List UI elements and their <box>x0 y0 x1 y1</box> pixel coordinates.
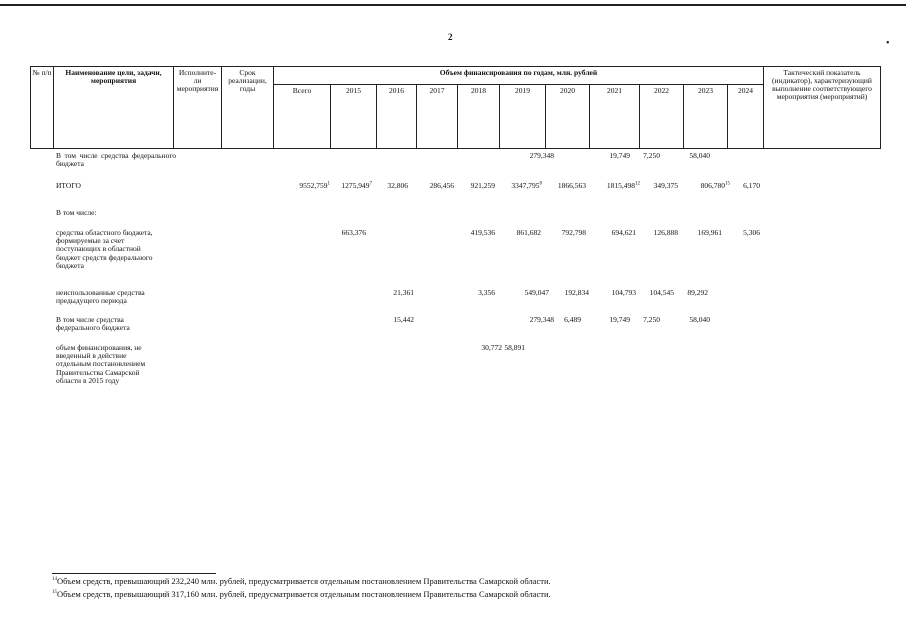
value: 1275,949 <box>341 181 370 190</box>
footnote-15 <box>52 589 551 599</box>
cell-2019: 549,047 <box>524 288 549 297</box>
table-row <box>0 152 906 170</box>
cell-2020: 1866,563 <box>557 181 586 190</box>
cell-2022: 7,250 <box>643 151 660 160</box>
row-label: В том числе средства федерального бюджета <box>56 151 176 169</box>
cell-2023 <box>701 182 730 190</box>
cell-2016: 32,806 <box>387 181 408 190</box>
cell-2023: 89,292 <box>687 288 708 297</box>
cell-2020: 792,798 <box>561 228 586 237</box>
cell-2018: 921,259 <box>470 181 495 190</box>
header-name: Наименование цели, задачи, мероприятия <box>54 67 174 149</box>
page-number: 2 <box>448 32 453 42</box>
cell-2023: 58,040 <box>689 151 710 160</box>
table-row <box>0 209 906 219</box>
header-col-2023: 2023 <box>684 85 728 149</box>
cell-2021 <box>607 182 640 190</box>
row-label: средства областного бюджета, формируемые за счет поступающих в областной бюджет средств федерального бюджета <box>56 228 153 270</box>
cell-2017: 286,456 <box>429 181 454 190</box>
cell-2019: 58,891 <box>504 343 525 352</box>
cell-2021: 694,621 <box>611 228 636 237</box>
cell-2024: 5,306 <box>743 228 760 237</box>
header-executor: Исполните-ли мероприятия <box>174 67 222 149</box>
cell-2022: 349,375 <box>653 181 678 190</box>
cell-2020: 192,834 <box>564 288 589 297</box>
scan-speck: • <box>886 38 890 49</box>
value: 806,780 <box>700 181 725 190</box>
footnote-mark: 15 <box>52 590 57 596</box>
footnote-mark: 14 <box>52 577 57 583</box>
cell-2015: 663,376 <box>341 228 366 237</box>
header-col-2017: 2017 <box>417 85 458 149</box>
row-label: В том числе: <box>56 208 97 217</box>
row-label: В том числе средства федерального бюджета <box>56 315 130 333</box>
header-col-2016: 2016 <box>377 85 417 149</box>
header-indicator: Тактический показатель (индикатор), характеризующий выполнение соответствующего мероприятия (мероприятий) <box>764 67 881 149</box>
header-col-2020: 2020 <box>546 85 590 149</box>
table-row <box>0 289 906 307</box>
cell-total <box>299 182 330 190</box>
footnote-mark: 7 <box>369 181 372 187</box>
footnote-mark: 15 <box>725 181 730 187</box>
table-row <box>0 182 906 192</box>
header-num: № п/п <box>31 67 54 149</box>
header-col-2015: 2015 <box>331 85 377 149</box>
footnote-mark: 1 <box>327 181 330 187</box>
header-col-2024: 2024 <box>728 85 764 149</box>
cell-2022: 7,250 <box>643 315 660 324</box>
header-funding: Объем финансирования по годам, млн. рублей <box>274 67 764 85</box>
cell-2018: 3,356 <box>478 288 495 297</box>
cell-2016: 15,442 <box>393 315 414 324</box>
cell-2024: 6,170 <box>743 181 760 190</box>
cell-2019: 861,682 <box>516 228 541 237</box>
cell-2019: 279,348 <box>529 151 554 160</box>
row-label: неиспользованные средства предыдущего периода <box>56 288 145 306</box>
cell-2019: 279,348 <box>529 315 554 324</box>
value: 3347,795 <box>511 181 540 190</box>
header-term: Срок реализации, годы <box>222 67 274 149</box>
table-row <box>0 229 906 279</box>
cell-2019 <box>511 182 542 190</box>
cell-2015 <box>341 182 372 190</box>
row-label: ИТОГО <box>56 181 81 190</box>
cell-2022: 126,888 <box>653 228 678 237</box>
table-header <box>30 66 881 149</box>
header-col-2022: 2022 <box>640 85 684 149</box>
cell-2020: 6,489 <box>564 315 581 324</box>
cell-2018: 30,772 <box>481 343 502 352</box>
header-col-total: Всего <box>274 85 331 149</box>
footnote-text: Объем средств, превышающий 317,160 млн. рублей, предусматривается отдельным постановлением Правительства Самарской области. <box>57 589 551 599</box>
header-col-2021: 2021 <box>590 85 640 149</box>
cell-2023: 169,961 <box>697 228 722 237</box>
cell-2021: 19,749 <box>609 151 630 160</box>
value: 9552,759 <box>299 181 328 190</box>
cell-2021: 104,793 <box>611 288 636 297</box>
footnote-mark: 12 <box>635 181 640 187</box>
table-row <box>0 344 906 394</box>
cell-2016: 21,361 <box>393 288 414 297</box>
cell-2021: 19,749 <box>609 315 630 324</box>
cell-2018: 419,536 <box>470 228 495 237</box>
table-row <box>0 316 906 334</box>
value: 1815,498 <box>606 181 635 190</box>
header-col-2018: 2018 <box>458 85 500 149</box>
header-col-2019: 2019 <box>500 85 546 149</box>
footnote-separator <box>52 573 216 574</box>
top-border-line <box>0 4 906 6</box>
row-label: объем финансирования, не введенный в действие отдельным постановлением Правительства Самарской области в 2015 году <box>56 343 146 385</box>
cell-2023: 58,040 <box>689 315 710 324</box>
cell-2022: 104,545 <box>649 288 674 297</box>
footnote-14 <box>52 576 551 586</box>
footnote-mark: 8 <box>539 181 542 187</box>
footnote-text: Объем средств, превышающий 232,240 млн. рублей, предусматривается отдельным постановлением Правительства Самарской области. <box>57 576 551 586</box>
